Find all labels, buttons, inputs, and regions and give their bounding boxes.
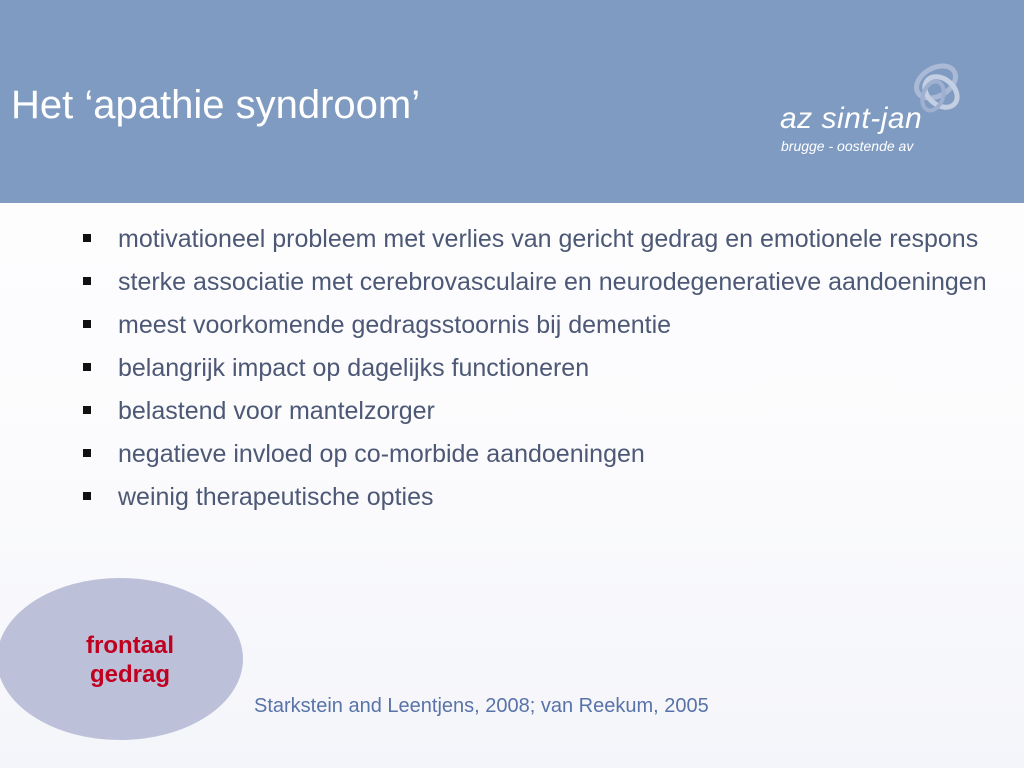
- list-item: [80, 308, 1000, 342]
- square-bullet-icon: [83, 234, 91, 242]
- bullet-text: motivationeel probleem met verlies van gericht gedrag en emotionele respons: [118, 225, 979, 253]
- hospital-logo: [776, 58, 976, 158]
- square-bullet-icon: [83, 449, 91, 457]
- slide-title: Het ‘apathie syndroom’: [11, 83, 421, 127]
- bullet-list: [80, 222, 1000, 523]
- bullet-text: belangrijk impact op dagelijks functioneren: [118, 354, 590, 382]
- bullet-text: sterke associatie met cerebrovasculaire en neurodegeneratieve aandoeningen: [118, 268, 987, 296]
- list-item: [80, 222, 1000, 256]
- list-item: [80, 480, 1000, 514]
- header-band: [0, 0, 1024, 203]
- callout-line-1: frontaal: [85, 632, 174, 659]
- logo-name: az sint-jan: [780, 102, 923, 135]
- square-bullet-icon: [83, 492, 91, 500]
- bullet-text: weinig therapeutische opties: [118, 483, 434, 511]
- list-item: [80, 265, 1000, 299]
- callout-line-2: gedrag: [89, 661, 170, 688]
- list-item: [80, 351, 1000, 385]
- square-bullet-icon: [83, 406, 91, 414]
- square-bullet-icon: [83, 363, 91, 371]
- square-bullet-icon: [83, 320, 91, 328]
- callout-label: [40, 631, 220, 689]
- citation: Starkstein and Leentjens, 2008; van Reekum, 2005: [254, 695, 709, 717]
- list-item: [80, 437, 1000, 471]
- bullet-text: negatieve invloed op co-morbide aandoeningen: [118, 440, 645, 468]
- logo-subtitle: brugge - oostende av: [781, 138, 914, 154]
- bullet-text: belastend voor mantelzorger: [118, 397, 435, 425]
- list-item: [80, 394, 1000, 428]
- square-bullet-icon: [83, 277, 91, 285]
- bullet-text: meest voorkomende gedragsstoornis bij dementie: [118, 311, 672, 339]
